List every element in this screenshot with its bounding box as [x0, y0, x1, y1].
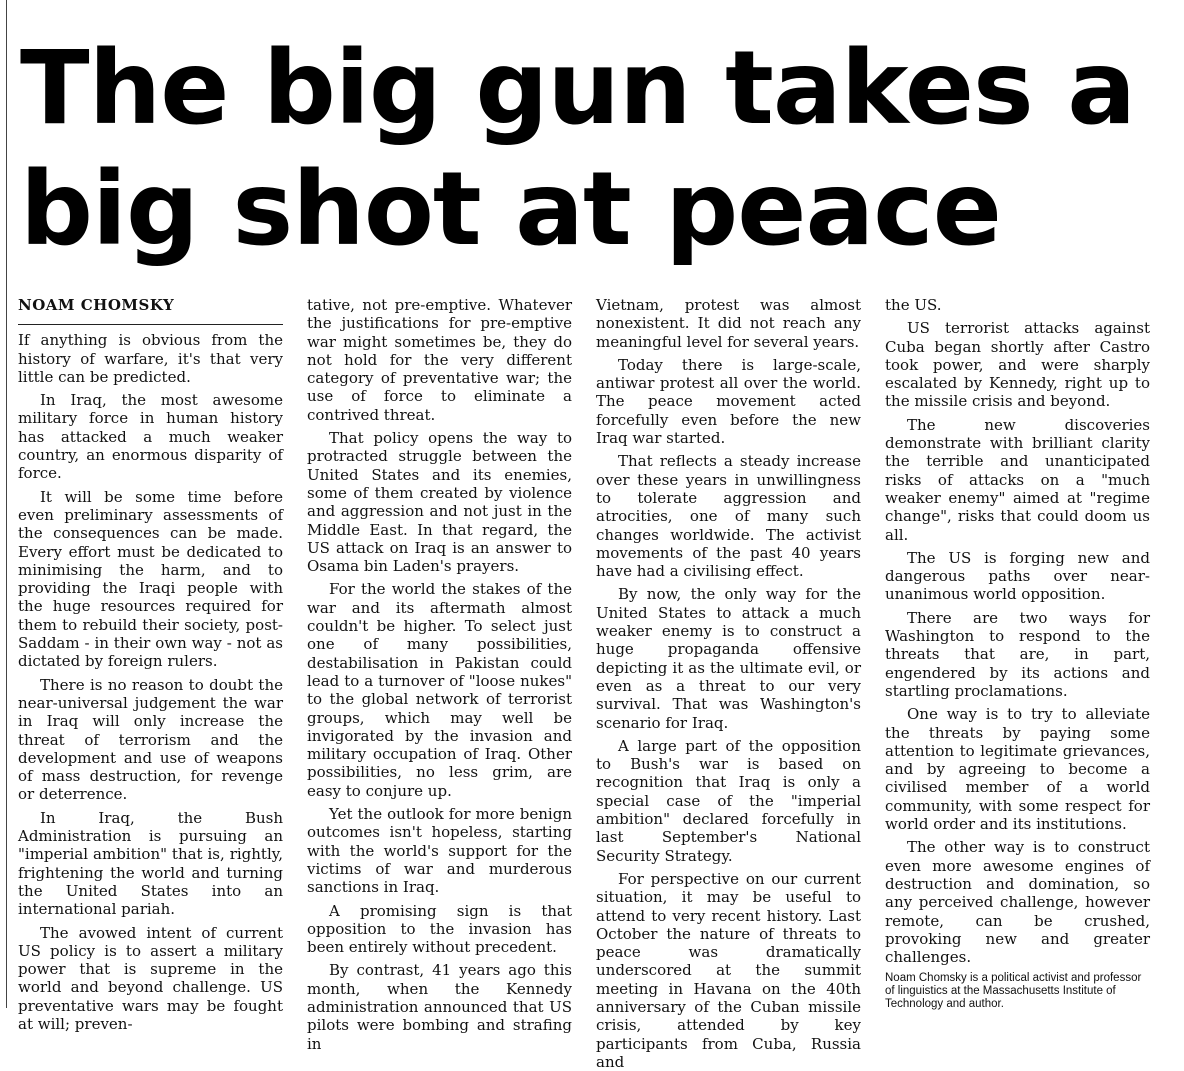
- paragraph: If anything is obvious from the history of warfare, it's that very little can be predicted.: [18, 331, 283, 386]
- paragraph: US terrorist attacks against Cuba began shortly after Castro took power, and were sharply escalated by Kennedy, right up to the missile crisis and beyond.: [885, 319, 1150, 411]
- headline-line-1: The big gun takes a: [20, 29, 1136, 148]
- paragraph: For perspective on our current situation, it may be useful to attend to very recent history. Last October the nature of threats to peace was dramatically underscored at the summit meeting in Havana on the 40th anniversary of the Cuban missile crisis, attended by key participants from Cuba, Russia and: [596, 869, 861, 1071]
- paragraph: There is no reason to doubt the near-universal judgement the war in Iraq will only increase the threat of terrorism and the development and use of weapons of mass destruction, for revenge or deterrence.: [18, 675, 283, 804]
- article-column-2: [307, 296, 572, 1053]
- paragraph: In Iraq, the Bush Administration is pursuing an "imperial ambition" that is, rightly, frightening the world and turning the United States into an international pariah.: [18, 808, 283, 919]
- paragraph: The new discoveries demonstrate with brilliant clarity the terrible and unanticipated risks of attacks on a "much weaker enemy" aimed at "regime change", risks that could doom us all.: [885, 415, 1150, 544]
- paragraph: That reflects a steady increase over these years in unwillingness to tolerate aggression and atrocities, one of many such changes worldwide. The activist movements of the past 40 years have had a civilising effect.: [596, 452, 861, 581]
- article-column-3: [596, 296, 861, 1071]
- paragraph: The US is forging new and dangerous paths over near-unanimous world opposition.: [885, 548, 1150, 604]
- paragraph: tative, not pre-emptive. Whatever the justifications for pre-emptive war might sometimes be, they do not hold for the very different category of preventative war; the use of force to eliminate a contrived threat.: [307, 296, 572, 424]
- paragraph: A large part of the opposition to Bush's war is based on recognition that Iraq is only a special case of the "imperial ambition" declared forcefully in last September's National Security Strategy.: [596, 736, 861, 865]
- paragraph: Today there is large-scale, antiwar protest all over the world. The peace movement acted forcefully even before the new Iraq war started.: [596, 355, 861, 448]
- paragraph: A promising sign is that opposition to the invasion has been entirely without precedent.: [307, 901, 572, 957]
- paragraph: The other way is to construct even more awesome engines of destruction and domination, so any perceived challenge, however remote, can be crushed, provoking new and greater challenges.: [885, 838, 1150, 967]
- column-rule: [6, 0, 7, 1008]
- paragraph: The avowed intent of current US policy is to assert a military power that is supreme in the world and beyond challenge. US preventative wars may be fought at will; preven-: [18, 923, 283, 1033]
- paragraph: the US.: [885, 296, 942, 314]
- paragraph: That policy opens the way to protracted struggle between the United States and its enemies, some of them created by violence and aggression and not just in the Middle East. In that regard, the US attack on Iraq is an answer to Osama bin Laden's prayers.: [307, 429, 572, 576]
- paragraph: Yet the outlook for more benign outcomes isn't hopeless, starting with the world's support for the victims of war and murderous sanctions in Iraq.: [307, 805, 572, 897]
- paragraph: By now, the only way for the United States to attack a much weaker enemy is to construct a huge propaganda offensive depicting it as the ultimate evil, or even as a threat to our very survival. That was Washington's scenario for Iraq.: [596, 585, 861, 732]
- headline-line-2: big shot at peace: [20, 150, 1001, 269]
- paragraph: One way is to try to alleviate the threats by paying some attention to legitimate grievances, and by agreeing to become a civilised member of a world community, with some respect for world order and its institutions.: [885, 705, 1150, 834]
- article-column-1: [18, 296, 283, 1033]
- paragraph: It will be some time before even preliminary assessments of the consequences can be made. Every effort must be dedicated to minimising the harm, and to providing the Iraqi people with the huge resources required for them to rebuild their society, post-Saddam - in their own way - not as dictated by foreign rulers.: [18, 487, 283, 671]
- paragraph: By contrast, 41 years ago this month, when the Kennedy administration announced that US pilots were bombing and strafing in: [307, 961, 572, 1053]
- paragraph: There are two ways for Washington to respond to the threats that are, in part, engendered by its actions and startling proclamations.: [885, 608, 1150, 700]
- author-bio: Noam Chomsky is a political activist and professor of linguistics at the Massachusetts Institute of Technology and author.: [885, 972, 1142, 1011]
- paragraph: For the world the stakes of the war and its aftermath almost couldn't be higher. To select just one of many possibilities, destabilisation in Pakistan could lead to a turnover of "loose nukes" to the global network of terrorist groups, which may well be invigorated by the invasion and military occupation of Iraq. Other possibilities, no less grim, are easy to conjure up.: [307, 580, 572, 800]
- paragraph: Vietnam, protest was almost nonexistent. It did not reach any meaningful level for several years.: [596, 296, 861, 351]
- paragraph: In Iraq, the most awesome military force in human history has attacked a much weaker country, an enormous disparity of force.: [18, 391, 283, 483]
- byline: NOAM CHOMSKY: [18, 296, 283, 325]
- article-column-4: [885, 296, 1150, 1011]
- headline: [20, 28, 1170, 270]
